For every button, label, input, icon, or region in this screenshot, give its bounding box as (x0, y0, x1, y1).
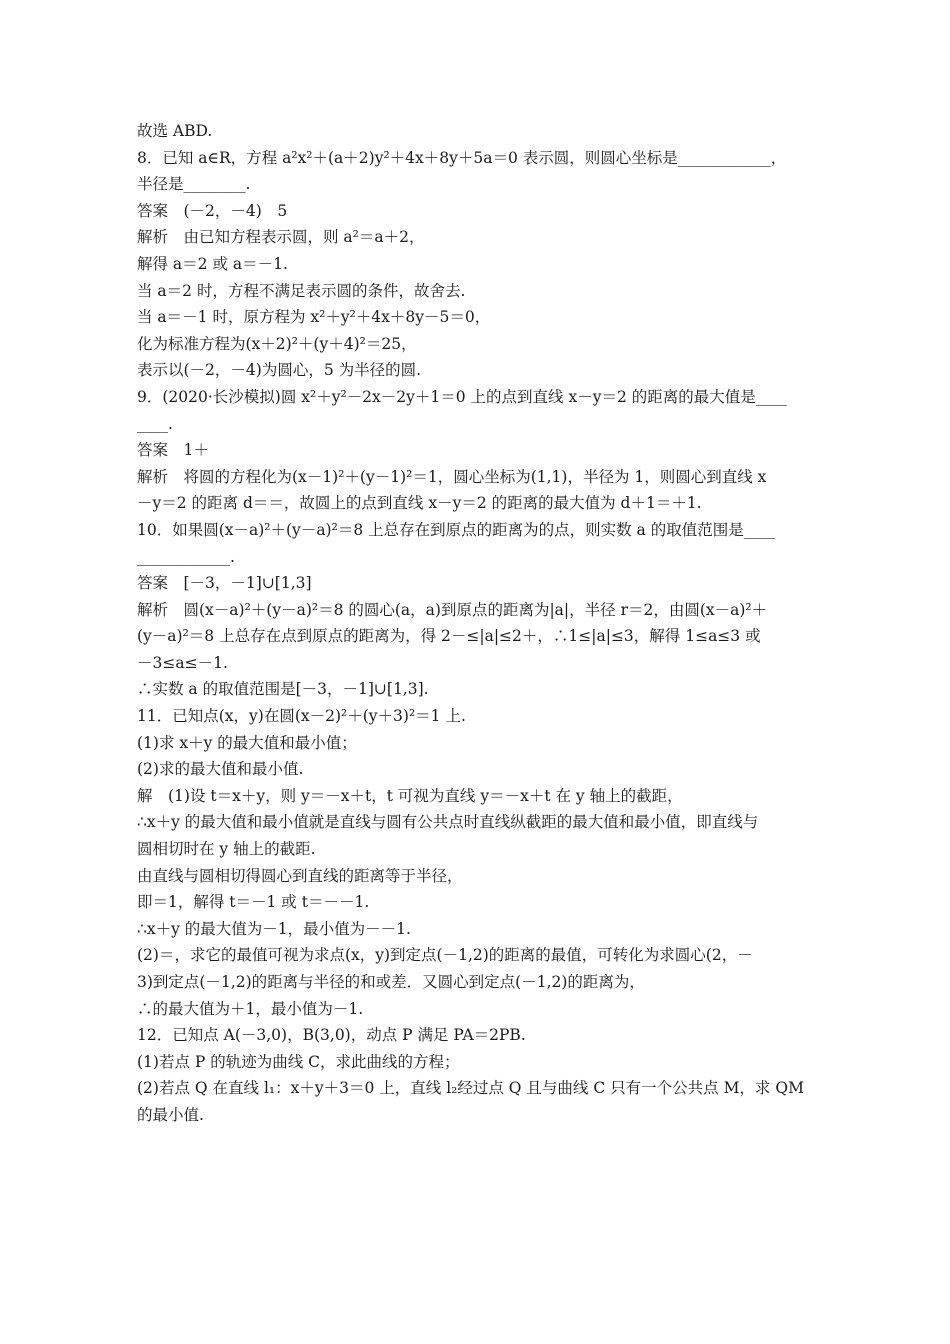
text-line: ∴实数 a 的取值范围是[－3，－1]∪[1,3]. (137, 680, 429, 699)
text-line: ∴x＋y 的最大值和最小值就是直线与圆有公共点时直线纵截距的最大值和最小值，即直线与 (137, 813, 759, 832)
text-line: 半径是________. (137, 175, 251, 194)
text-line: 即＝1，解得 t＝－1 或 t＝－－1. (137, 893, 370, 912)
text-line: ____________. (137, 547, 235, 566)
document-page (137, 118, 817, 1129)
text-line: ____. (137, 414, 173, 433)
question-12-line: 12．已知点 A(－3,0)，B(3,0)，动点 P 满足 PA＝2PB. (137, 1026, 526, 1045)
text-line: (2)求的最大值和最小值. (137, 760, 304, 779)
text-line: (y－a)²＝8 上总存在点到原点的距离为，得 2－≤|a|≤2＋，∴1≤|a|≤3，解得 1≤a≤3 或 (137, 627, 761, 646)
text-line: (1)求 x＋y 的最大值和最小值； (137, 733, 357, 752)
answer-line: 答案 1＋ (137, 441, 209, 460)
text-line: 解得 a＝2 或 a＝－1. (137, 254, 288, 273)
text-line: 由直线与圆相切得圆心到直线的距离等于半径， (137, 866, 463, 885)
analysis-line: 解析 由已知方程表示圆，则 a²＝a＋2， (137, 228, 425, 247)
question-8-line: 8．已知 a∈R，方程 a²x²＋(a＋2)y²＋4x＋8y＋5a＝0 表示圆，则圆心坐标是____________， (137, 148, 787, 167)
question-10-line: 10．如果圆(x－a)²＋(y－a)²＝8 上总存在到原点的距离为的点，则实数 a 的取值范围是____ (137, 520, 775, 539)
text-line: 故选 ABD. (137, 122, 213, 140)
text-line: ∴的最大值为＋1，最小值为－1. (137, 999, 364, 1018)
text-line: (1)若点 P 的轨迹为曲线 C，求此曲线的方程； (137, 1052, 460, 1071)
text-line: 的最小值. (137, 1105, 204, 1124)
text-line: 当 a＝2 时，方程不满足表示圆的条件，故舍去. (137, 281, 466, 300)
text-line: －3≤a≤－1. (137, 653, 228, 672)
text-line: －y＝2 的距离 d＝＝，故圆上的点到直线 x－y＝2 的距离的最大值为 d＋1＝＋1. (137, 494, 702, 513)
text-line: ∴x＋y 的最大值为－1，最小值为－－1. (137, 919, 411, 938)
text-line: 表示以(－2，－4)为圆心，5 为半径的圆. (137, 361, 422, 380)
solution-line: 解 (1)设 t＝x＋y，则 y＝－x＋t，t 可视为直线 y＝－x＋t 在 y 轴上的截距， (137, 786, 683, 805)
analysis-line: 解析 将圆的方程化为(x－1)²＋(y－1)²＝1，圆心坐标为(1,1)，半径为 1，则圆心到直线 x (137, 467, 767, 486)
text-line: (2)＝，求它的最值可视为求点(x，y)到定点(－1,2)的距离的最值，可转化为求圆心(2，－ (137, 946, 753, 965)
text-line: 当 a＝－1 时，原方程为 x²＋y²＋4x＋8y－5＝0， (137, 308, 491, 327)
text-line: 化为标准方程为(x＋2)²＋(y＋4)²＝25， (137, 334, 417, 353)
question-9-line: 9．(2020·长沙模拟)圆 x²＋y²－2x－2y＋1＝0 上的点到直线 x－y＝2 的距离的最大值是____ (137, 387, 787, 406)
answer-line: 答案 (－2，－4) 5 (137, 201, 288, 220)
text-line: 3)到定点(－1,2)的距离与半径的和或差．又圆心到定点(－1,2)的距离为， (137, 973, 645, 991)
text-line: (2)若点 Q 在直线 l₁：x＋y＋3＝0 上，直线 l₂经过点 Q 且与曲线 C 只有一个公共点 M，求 QM (137, 1079, 804, 1098)
question-11-line: 11．已知点(x，y)在圆(x－2)²＋(y＋3)²＝1 上. (137, 707, 466, 726)
analysis-line: 解析 圆(x－a)²＋(y－a)²＝8 的圆心(a，a)到原点的距离为|a|，半径 r＝2，由圆(x－a)²＋ (137, 600, 768, 619)
answer-line: 答案 [－3，－1]∪[1,3] (137, 574, 312, 593)
text-line: 圆相切时在 y 轴上的截距. (137, 840, 316, 859)
